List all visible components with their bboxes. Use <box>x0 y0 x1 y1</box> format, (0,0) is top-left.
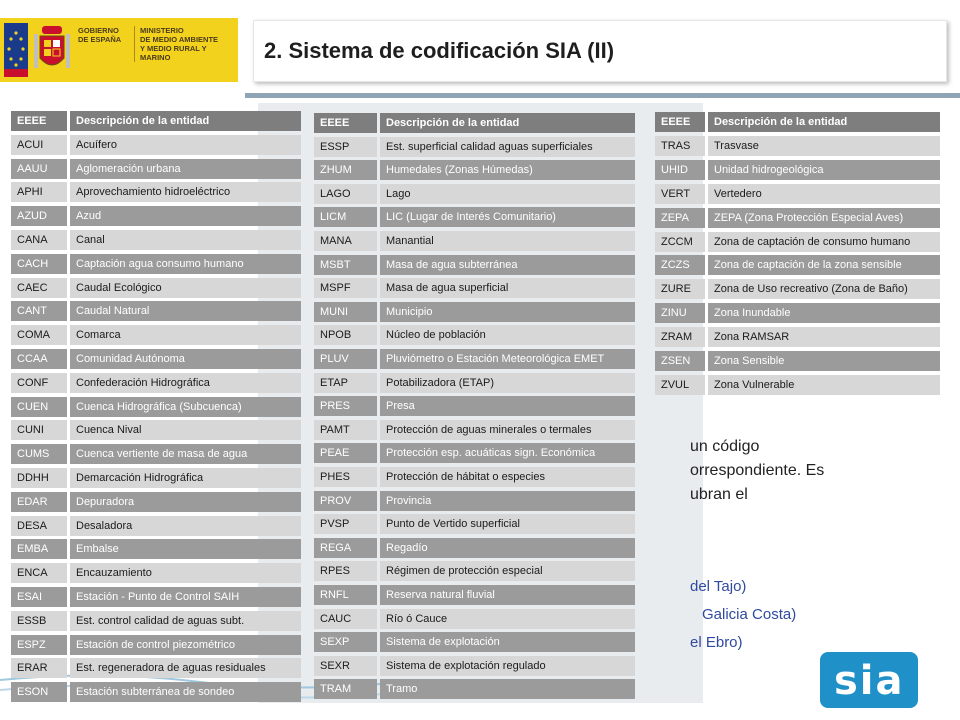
table-row <box>655 327 940 347</box>
background-link-3: el Ebro) <box>690 634 743 651</box>
table-row <box>314 538 635 558</box>
background-text-2: orrespondiente. Es <box>690 462 825 479</box>
entity-code-cell: TRAM <box>314 679 377 699</box>
entity-code-cell: UHID <box>655 160 705 180</box>
entity-description-cell: Pluviómetro o Estación Meteorológica EMET <box>380 349 635 369</box>
entity-description-cell: Aglomeración urbana <box>70 159 301 179</box>
entity-code-cell: VERT <box>655 184 705 204</box>
entity-code-cell: CUEN <box>11 397 67 417</box>
entity-description-cell: Confederación Hidrográfica <box>70 373 301 393</box>
table-row <box>655 255 940 275</box>
government-logo <box>0 18 238 82</box>
entity-code-cell: CUNI <box>11 420 67 440</box>
entity-code-cell: ESSB <box>11 611 67 631</box>
table-row <box>314 160 635 180</box>
table-row <box>11 468 301 488</box>
entity-description-cell: Canal <box>70 230 301 250</box>
table-row <box>655 160 940 180</box>
entity-description-cell: Embalse <box>70 539 301 559</box>
entity-code-cell: SEXP <box>314 632 377 652</box>
table-row <box>314 278 635 298</box>
entity-code-cell: PVSP <box>314 514 377 534</box>
table-row <box>655 375 940 395</box>
entity-code-cell: ZEPA <box>655 208 705 228</box>
ministry-line-1: MINISTERIO <box>140 26 184 35</box>
entity-description-cell: Reserva natural fluvial <box>380 585 635 605</box>
entity-code-cell: RPES <box>314 561 377 581</box>
entity-description-cell: Río ó Cauce <box>380 609 635 629</box>
table-row <box>11 563 301 583</box>
entity-code-cell: CAEC <box>11 278 67 298</box>
background-text-3: ubran el <box>690 486 748 503</box>
eu-flag-icon <box>4 23 28 77</box>
table-row <box>314 207 635 227</box>
gov-line-2: DE ESPAÑA <box>78 35 122 44</box>
entity-code-cell: ESSP <box>314 137 377 157</box>
entity-description-cell: Masa de agua superficial <box>380 278 635 298</box>
entity-code-cell: ZURE <box>655 279 705 299</box>
table-row <box>655 351 940 371</box>
entity-code-cell: CACH <box>11 254 67 274</box>
table-header-row <box>11 111 301 131</box>
table-row <box>11 278 301 298</box>
entity-description-cell: Humedales (Zonas Húmedas) <box>380 160 635 180</box>
entity-code-cell: ETAP <box>314 373 377 393</box>
table-row <box>11 135 301 155</box>
entity-description-cell: Comunidad Autónoma <box>70 349 301 369</box>
table-row <box>655 136 940 156</box>
table-row <box>314 514 635 534</box>
entity-code-cell: PROV <box>314 491 377 511</box>
entity-code-cell: PEAE <box>314 443 377 463</box>
entity-code-cell: SEXR <box>314 656 377 676</box>
entity-code-cell: CAUC <box>314 609 377 629</box>
entity-description-cell: Zona de Uso recreativo (Zona de Baño) <box>708 279 940 299</box>
table-row <box>11 206 301 226</box>
entity-description-cell: Punto de Vertido superficial <box>380 514 635 534</box>
entity-description-cell: Núcleo de población <box>380 325 635 345</box>
entity-code-cell: ESON <box>11 682 67 702</box>
entity-description-cell: Lago <box>380 184 635 204</box>
entity-code-cell: CCAA <box>11 349 67 369</box>
sia-logo <box>820 652 918 708</box>
ministry-name <box>134 26 238 62</box>
table-row <box>314 231 635 251</box>
entity-description-cell: Azud <box>70 206 301 226</box>
table-row <box>11 397 301 417</box>
entity-description-cell: Est. superficial calidad aguas superficiales <box>380 137 635 157</box>
table-row <box>314 302 635 322</box>
entity-code-cell: MSBT <box>314 255 377 275</box>
table-row <box>314 632 635 652</box>
table-row <box>11 611 301 631</box>
entity-code-cell: ESAI <box>11 587 67 607</box>
entity-code-cell: MANA <box>314 231 377 251</box>
table-row <box>11 635 301 655</box>
entity-description-cell: Protección de aguas minerales o termales <box>380 420 635 440</box>
entity-description-cell: Est. control calidad de aguas subt. <box>70 611 301 631</box>
table-row <box>655 232 940 252</box>
government-name <box>78 26 121 44</box>
table-row <box>314 396 635 416</box>
table-row <box>314 679 635 699</box>
sia-logo-text: sia <box>834 658 905 704</box>
entity-code-cell: ESPZ <box>11 635 67 655</box>
entity-code-cell: ACUI <box>11 135 67 155</box>
entity-code-cell: TRAS <box>655 136 705 156</box>
entity-code-cell: AAUU <box>11 159 67 179</box>
entity-code-cell: CANT <box>11 301 67 321</box>
entity-code-cell: PAMT <box>314 420 377 440</box>
gov-line-1: GOBIERNO <box>78 26 119 35</box>
entity-description-cell: Cuenca Hidrográfica (Subcuenca) <box>70 397 301 417</box>
table-row <box>314 656 635 676</box>
entity-description-cell: Régimen de protección especial <box>380 561 635 581</box>
entity-code-cell: DDHH <box>11 468 67 488</box>
entity-description-cell: Municipio <box>380 302 635 322</box>
entity-code-cell: ERAR <box>11 658 67 678</box>
entity-description-cell: Desaladora <box>70 516 301 536</box>
table-row <box>314 491 635 511</box>
entity-code-cell: AZUD <box>11 206 67 226</box>
entity-code-cell: COMA <box>11 325 67 345</box>
entity-code-cell: ZSEN <box>655 351 705 371</box>
table-row <box>314 561 635 581</box>
entity-description-cell: Zona Inundable <box>708 303 940 323</box>
entity-description-cell: Vertedero <box>708 184 940 204</box>
table-row <box>11 325 301 345</box>
entity-description-cell: Comarca <box>70 325 301 345</box>
entity-description-cell: Aprovechamiento hidroeléctrico <box>70 182 301 202</box>
entity-code-cell: REGA <box>314 538 377 558</box>
entity-code-cell: LAGO <box>314 184 377 204</box>
title-bar <box>253 20 947 82</box>
table-row <box>11 492 301 512</box>
table-row <box>11 373 301 393</box>
table-row <box>11 658 301 678</box>
entity-description-cell: Zona Sensible <box>708 351 940 371</box>
entity-code-cell: MUNI <box>314 302 377 322</box>
entity-code-cell: EDAR <box>11 492 67 512</box>
entity-description-cell: Unidad hidrogeológica <box>708 160 940 180</box>
table-row <box>655 303 940 323</box>
entity-code-cell: ZCCM <box>655 232 705 252</box>
entity-description-cell: Cuenca vertiente de masa de agua <box>70 444 301 464</box>
table-row <box>11 159 301 179</box>
entity-description-cell: Provincia <box>380 491 635 511</box>
entity-code-cell: EEEE <box>314 113 377 133</box>
table-row <box>314 255 635 275</box>
entity-description-cell: Presa <box>380 396 635 416</box>
entity-code-cell: ZRAM <box>655 327 705 347</box>
table-row <box>314 467 635 487</box>
entity-code-cell: CANA <box>11 230 67 250</box>
entity-description-cell: Zona de captación de consumo humano <box>708 232 940 252</box>
table-row <box>314 373 635 393</box>
table-row <box>314 137 635 157</box>
table-row <box>314 443 635 463</box>
entity-description-cell: Descripción de la entidad <box>380 113 635 133</box>
table-row <box>11 682 301 702</box>
entity-code-cell: DESA <box>11 516 67 536</box>
table-header-row <box>655 112 940 132</box>
table-row <box>11 230 301 250</box>
table-row <box>314 325 635 345</box>
ministry-line-3: Y MEDIO RURAL Y MARINO <box>140 44 207 62</box>
entity-description-cell: Regadío <box>380 538 635 558</box>
entity-description-cell: Zona RAMSAR <box>708 327 940 347</box>
entity-description-cell: Zona de captación de la zona sensible <box>708 255 940 275</box>
table-row <box>11 349 301 369</box>
table-row <box>655 279 940 299</box>
entity-code-cell: CUMS <box>11 444 67 464</box>
table-row <box>11 301 301 321</box>
table-row <box>11 444 301 464</box>
entity-code-cell: ZCZS <box>655 255 705 275</box>
entity-code-cell: APHI <box>11 182 67 202</box>
background-link-1: del Tajo) <box>690 578 747 595</box>
entity-description-cell: Encauzamiento <box>70 563 301 583</box>
entity-description-cell: Est. regeneradora de aguas residuales <box>70 658 301 678</box>
table-row <box>314 420 635 440</box>
table-row <box>655 208 940 228</box>
table-header-row <box>314 113 635 133</box>
entity-description-cell: Estación de control piezométrico <box>70 635 301 655</box>
entity-description-cell: ZEPA (Zona Protección Especial Aves) <box>708 208 940 228</box>
entity-description-cell: Cuenca Nival <box>70 420 301 440</box>
header <box>0 0 960 100</box>
entity-description-cell: Demarcación Hidrográfica <box>70 468 301 488</box>
entity-description-cell: Protección esp. acuáticas sign. Económica <box>380 443 635 463</box>
entity-description-cell: Captación agua consumo humano <box>70 254 301 274</box>
table-row <box>11 420 301 440</box>
page-title: 2. Sistema de codificación SIA (II) <box>264 38 615 63</box>
entity-description-cell: LIC (Lugar de Interés Comunitario) <box>380 207 635 227</box>
table-row <box>314 609 635 629</box>
entity-code-cell: EEEE <box>655 112 705 132</box>
entity-description-cell: Sistema de explotación <box>380 632 635 652</box>
entity-code-cell: PLUV <box>314 349 377 369</box>
entity-code-cell: PRES <box>314 396 377 416</box>
entity-code-cell: LICM <box>314 207 377 227</box>
table-row <box>314 349 635 369</box>
coat-of-arms-icon <box>32 24 72 76</box>
table-row <box>11 182 301 202</box>
entity-description-cell: Potabilizadora (ETAP) <box>380 373 635 393</box>
entity-description-cell: Protección de hábitat o especies <box>380 467 635 487</box>
background-text-1: un código <box>690 438 760 455</box>
entity-description-cell: Descripción de la entidad <box>70 111 301 131</box>
table-row <box>314 184 635 204</box>
entity-code-cell: ZVUL <box>655 375 705 395</box>
entity-code-cell: ZINU <box>655 303 705 323</box>
entity-description-cell: Depuradora <box>70 492 301 512</box>
entity-description-cell: Caudal Natural <box>70 301 301 321</box>
entity-description-cell: Masa de agua subterránea <box>380 255 635 275</box>
table-row <box>655 184 940 204</box>
entity-description-cell: Estación - Punto de Control SAIH <box>70 587 301 607</box>
title-divider <box>245 93 960 98</box>
entity-description-cell: Caudal Ecológico <box>70 278 301 298</box>
entity-description-cell: Manantial <box>380 231 635 251</box>
table-row <box>314 585 635 605</box>
entity-description-cell: Acuífero <box>70 135 301 155</box>
entity-code-cell: EMBA <box>11 539 67 559</box>
entity-description-cell: Trasvase <box>708 136 940 156</box>
ministry-line-2: DE MEDIO AMBIENTE <box>140 35 219 44</box>
entity-code-cell: MSPF <box>314 278 377 298</box>
table-row <box>11 254 301 274</box>
entity-description-cell: Tramo <box>380 679 635 699</box>
entity-code-cell: ENCA <box>11 563 67 583</box>
entity-description-cell: Sistema de explotación regulado <box>380 656 635 676</box>
table-row <box>11 539 301 559</box>
entity-code-cell: PHES <box>314 467 377 487</box>
table-row <box>11 516 301 536</box>
entity-description-cell: Estación subterránea de sondeo <box>70 682 301 702</box>
entity-code-cell: CONF <box>11 373 67 393</box>
entity-code-cell: NPOB <box>314 325 377 345</box>
entity-code-cell: ZHUM <box>314 160 377 180</box>
entity-code-cell: RNFL <box>314 585 377 605</box>
table-row <box>11 587 301 607</box>
entity-code-cell: EEEE <box>11 111 67 131</box>
entity-description-cell: Descripción de la entidad <box>708 112 940 132</box>
entity-description-cell: Zona Vulnerable <box>708 375 940 395</box>
background-link-2: Galicia Costa) <box>702 606 797 623</box>
